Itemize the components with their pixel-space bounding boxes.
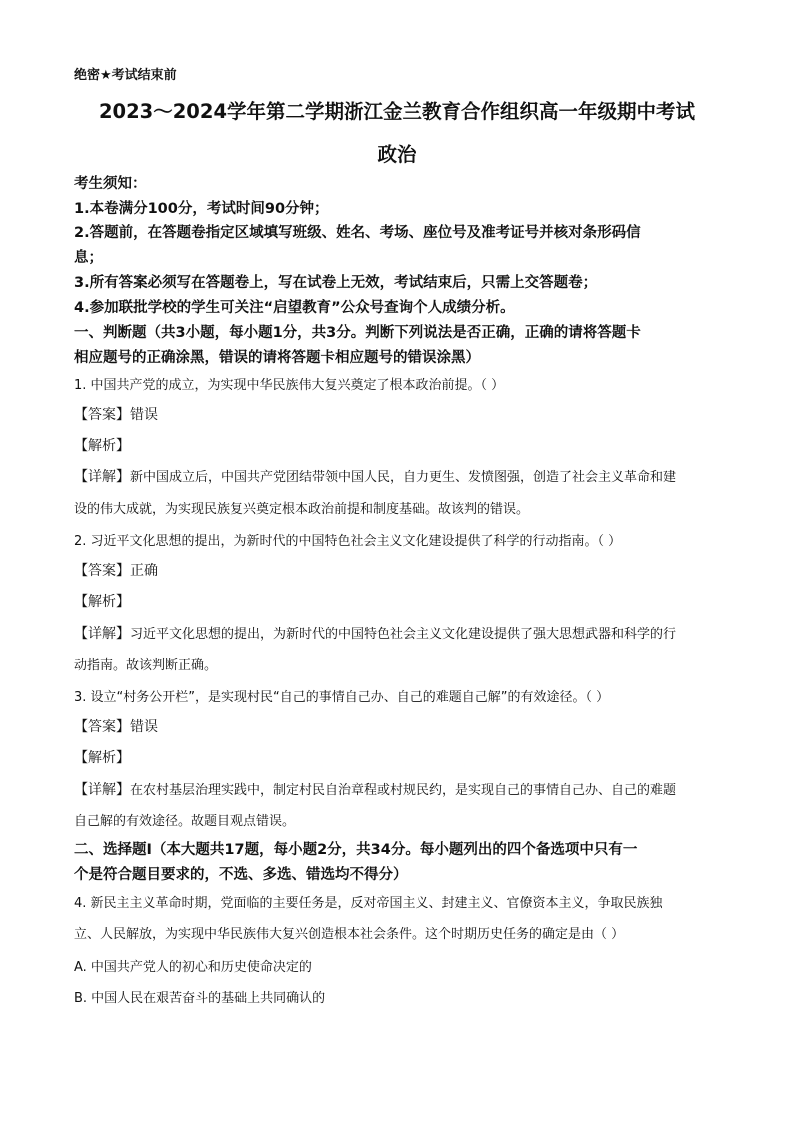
section-heading: 相应题号的正确涂黑，错误的请将答题卡相应题号的错误涂黑） [74,350,480,366]
question-stem: 立、人民解放，为实现中华民族伟大复兴创造根本社会条件。这个时期历史任务的确定是由（ ） [74,927,625,942]
answer-tag: 【答案】 [74,407,130,423]
notice-heading: 考生须知： [74,176,147,192]
answer-value: 错误 [130,719,158,735]
analysis-tag: 【解析】 [74,750,130,766]
detail-tag: 【详解】 [74,782,130,798]
analysis-tag: 【解析】 [74,594,130,610]
question-stem: 3. 设立“村务公开栏”，是实现村民“自己的事情自己办、自己的难题自己解”的有效途径。（ ） [74,690,610,705]
detail-text: 新中国成立后，中国共产党团结带领中国人民，自力更生、发愤图强，创造了社会主义革命和建 [130,470,677,485]
section-heading: 二、选择题Ⅰ（本大题共17题，每小题2分，共34分。每小题列出的四个备选项中只有一 [74,842,638,858]
notice-item: 息； [74,250,103,266]
answer-row [74,716,724,736]
option-b: B. 中国人民在艰苦奋斗的基础上共同确认的 [74,991,326,1006]
answer-tag: 【答案】 [74,719,130,735]
answer-value: 错误 [130,407,158,423]
detail-row [74,623,724,643]
detail-text: 设的伟大成就，为实现民族复兴奠定根本政治前提和制度基础。故该判的错误。 [74,502,530,517]
notice-item: 4.参加联批学校的学生可关注“启望教育”公众号查询个人成绩分析。 [74,300,515,316]
question-stem: 4. 新民主主义革命时期，党面临的主要任务是，反对帝国主义、封建主义、官僚资本主义，争取民族独 [74,896,663,911]
section-heading: 一、判断题（共3小题，每小题1分，共3分。判断下列说法是否正确，正确的请将答题卡 [74,325,641,341]
detail-row [74,779,724,799]
answer-tag: 【答案】 [74,563,130,579]
answer-row [74,404,724,424]
detail-text: 自己解的有效途径。故题目观点错误。 [74,814,296,829]
answer-value: 正确 [130,563,158,579]
exam-title: 2023～2024学年第二学期浙江金兰教育合作组织高一年级期中考试 [98,100,696,123]
confidential-label: 绝密★考试结束前 [74,68,177,83]
detail-tag: 【详解】 [74,626,130,642]
detail-text: 习近平文化思想的提出，为新时代的中国特色社会主义文化建设提供了强大思想武器和科学的行 [130,627,677,642]
option-a: A. 中国共产党人的初心和历史使命决定的 [74,960,312,975]
section-heading: 个是符合题目要求的，不选、多选、错选均不得分） [74,867,408,883]
detail-row [74,466,724,486]
detail-text: 动指南。故该判断正确。 [74,658,218,673]
notice-item: 1.本卷满分100分，考试时间90分钟； [74,201,329,217]
answer-row [74,560,724,580]
notice-item: 2.答题前，在答题卷指定区域填写班级、姓名、考场、座位号及准考证号并核对条形码信 [74,225,641,241]
question-stem: 2. 习近平文化思想的提出，为新时代的中国特色社会主义文化建设提供了科学的行动指南。（ ） [74,534,622,549]
detail-tag: 【详解】 [74,469,130,485]
analysis-tag: 【解析】 [74,438,130,454]
subject-title: 政治 [377,143,417,166]
detail-text: 在农村基层治理实践中，制定村民自治章程或村规民约，是实现自己的事情自己办、自己的难题 [130,783,677,798]
question-stem: 1. 中国共产党的成立，为实现中华民族伟大复兴奠定了根本政治前提。（ ） [74,378,505,393]
notice-item: 3.所有答案必须写在答题卷上，写在试卷上无效，考试结束后，只需上交答题卷； [74,275,598,291]
